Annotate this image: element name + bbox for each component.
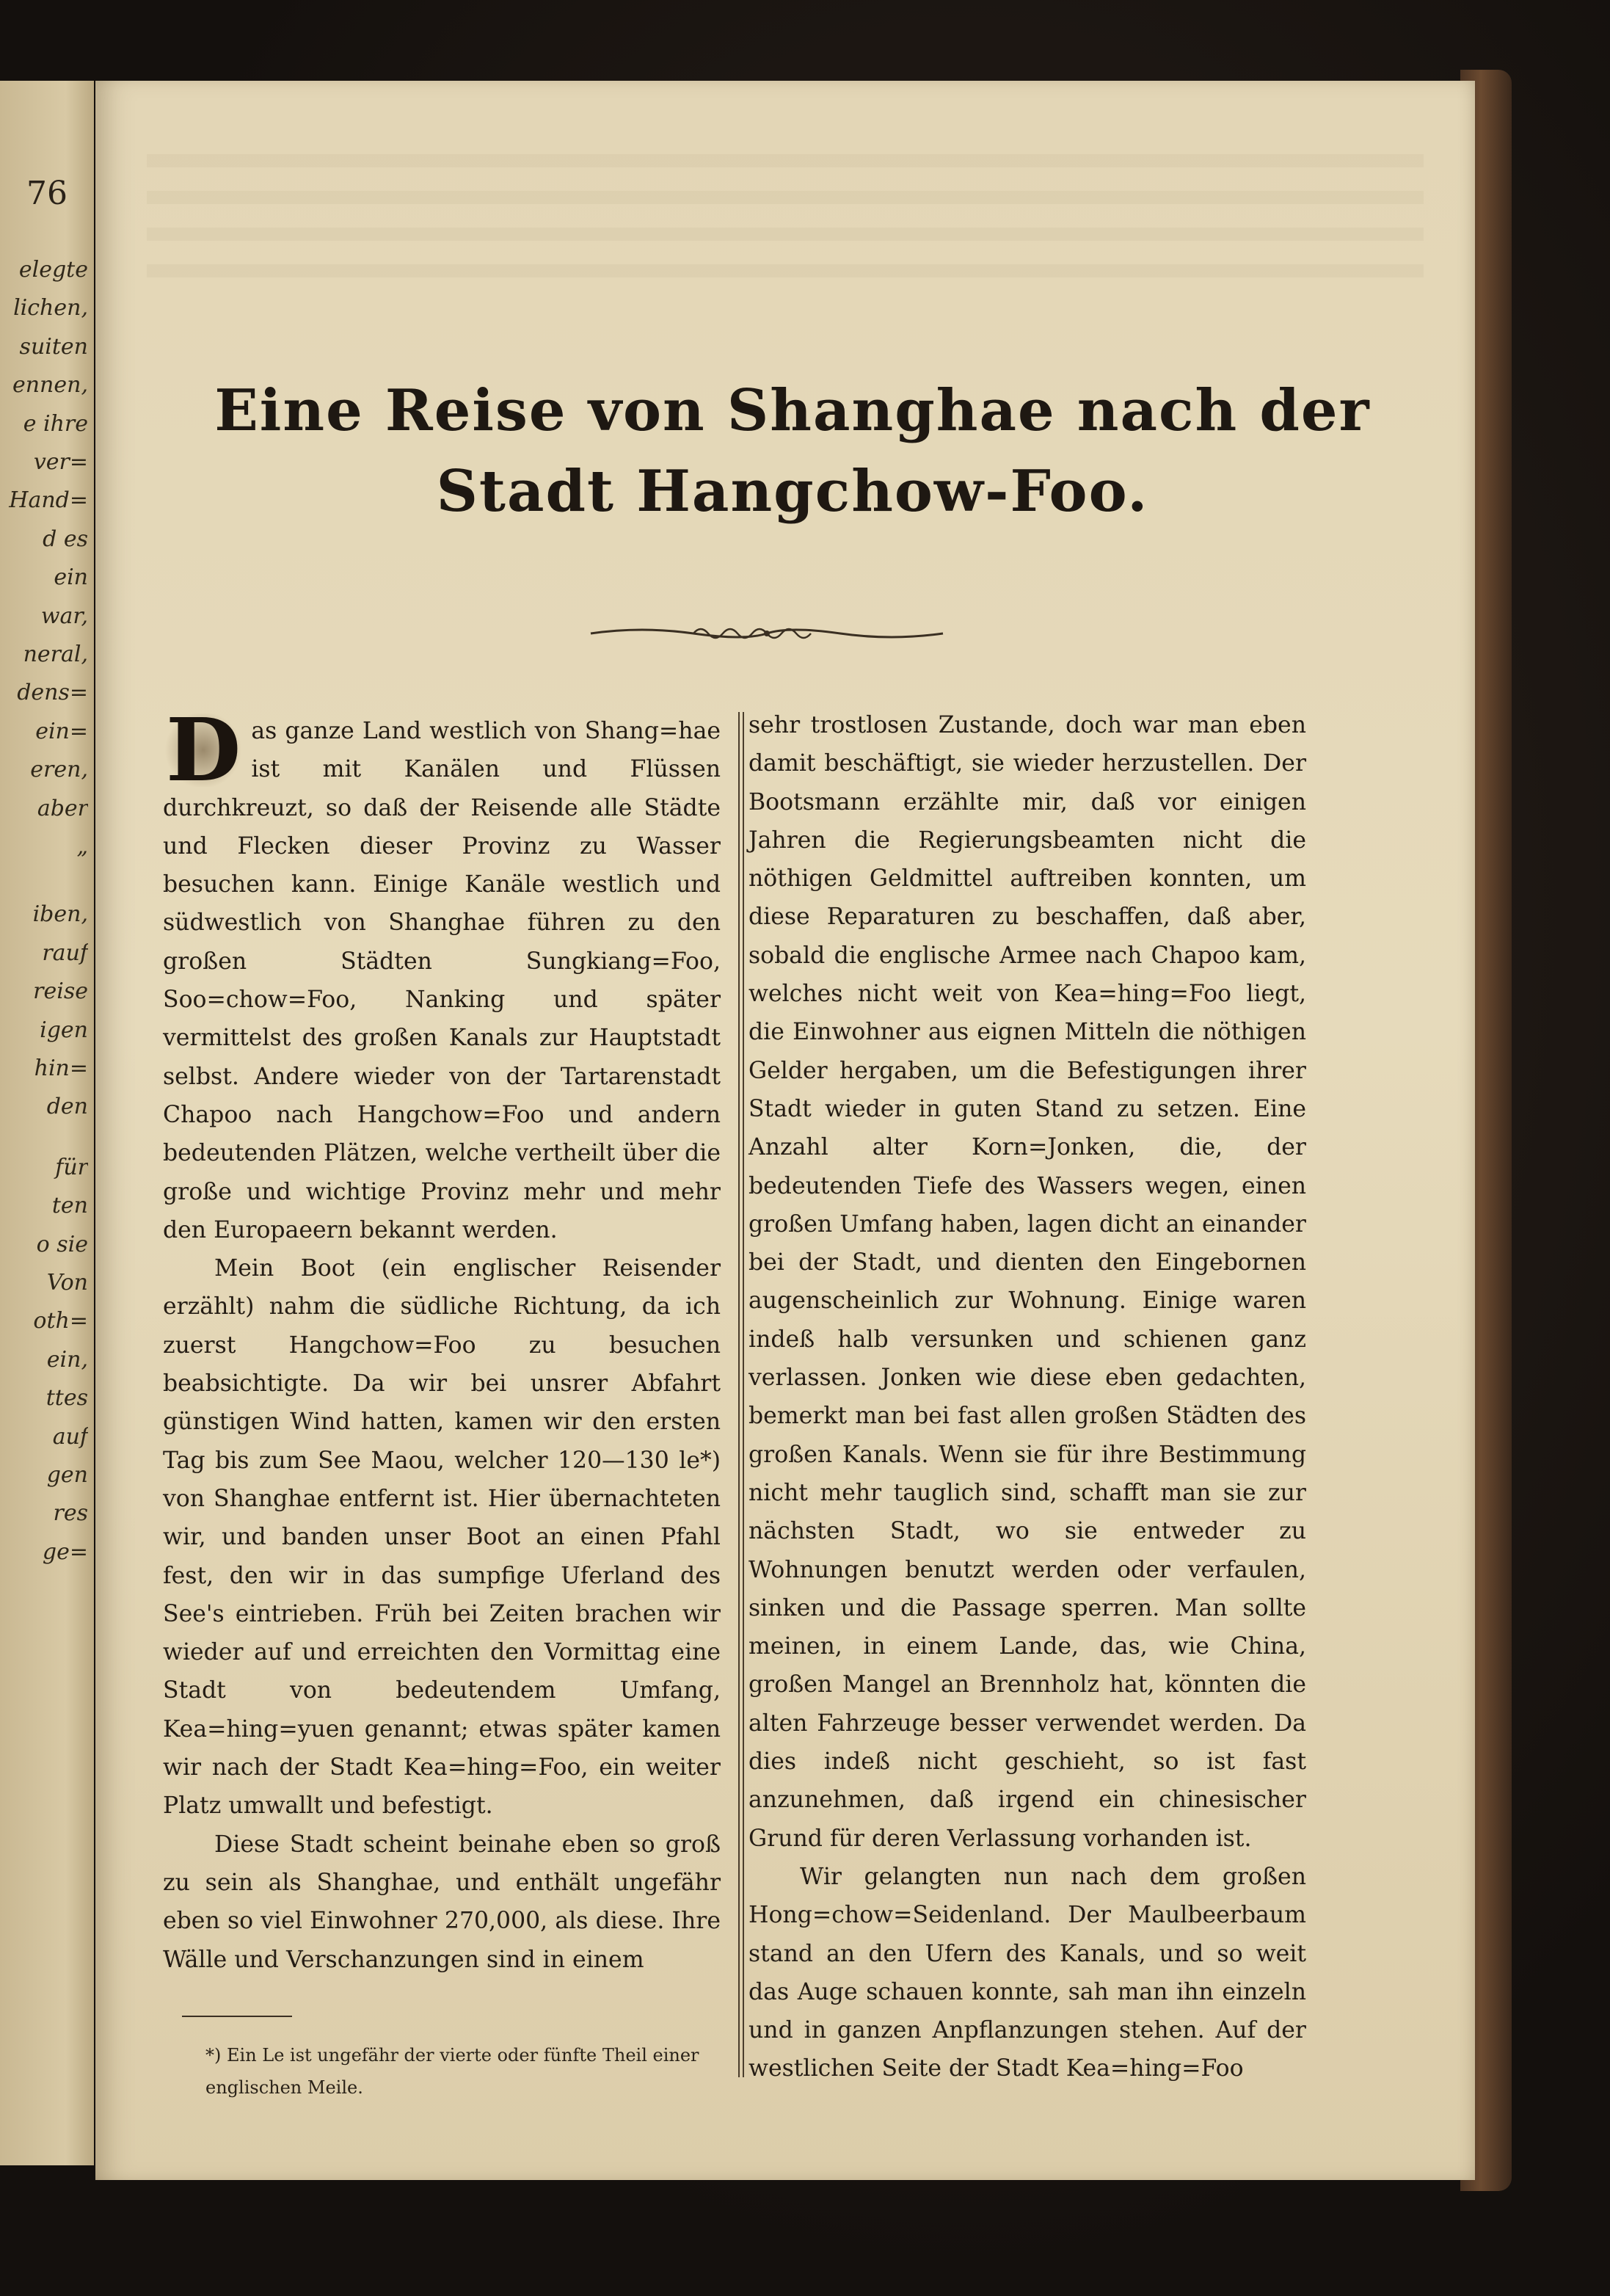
left-page-fragment: oth= (33, 1308, 88, 1334)
footnote-rule (182, 2016, 292, 2017)
left-page-fragment: lichen, (13, 295, 88, 321)
left-page-fragment: igen (40, 1017, 88, 1043)
paragraph-5: Wir gelangten nun nach dem großen Hong=chow=Seidenland. Der Maulbeerbaum stand an den Ufern des Kanals, und so weit das Auge schauen konnte, sah man ihn einzeln und in ganzen Anpflanzungen stehen. Auf der westlichen Seite der Stadt Kea=hing=Foo (748, 1863, 1306, 2082)
left-page-fragment: e ihre (23, 410, 88, 437)
footnote: *) Ein Le ist ungefähr der vierte oder fünfte Theil einer englischen Meile. (205, 2045, 699, 2098)
left-page-fragment: hin= (34, 1056, 88, 1081)
left-page-fragment: eren, (30, 757, 88, 783)
paragraph-3: Diese Stadt scheint beinahe eben so groß zu sein als Shanghae, und enthält ungefähr eben so viel Einwohner 270,000, als diese. Ihre Wälle und Verschanzungen sind in einem (163, 1831, 721, 1973)
left-page-fragment: Hand= (9, 487, 88, 514)
left-page-fragment: rauf (42, 940, 88, 966)
left-page-fragment: neral, (23, 642, 88, 667)
paragraph-1-text: as ganze Land westlich von Shang=hae ist mit Kanälen und Flüssen durchkreuzt, so daß der Reisende alle Städte und Flecken dieser Provinz zu Wasser besuchen kann. Einige Kanäle westlich und südwestlich von Shanghae führen zu den großen Städten Sungkiang=Foo, Soo=chow=Foo, Nanking und später vermittelst des großen Kanals zur Hauptstadt selbst. Andere wieder von der Tartarenstadt Chapoo nach Hangchow=Foo und andern bedeutenden Plätzen, welche vertheilt über die große und wichtige Provinz mehr und mehr den Europaeern bekannt werden. (163, 718, 721, 1243)
bleed-through-area (147, 154, 1424, 301)
left-page-fragment: für (55, 1154, 88, 1180)
left-page-fragment: ein (54, 564, 88, 591)
title-line-2: Stadt Hangchow-Foo. (436, 458, 1149, 525)
left-page-fragment: ennen, (12, 372, 88, 399)
left-page-number: 76 (26, 175, 68, 212)
left-page-fragment: suiten (19, 333, 88, 360)
left-page-fragment: d es (43, 526, 88, 552)
left-page-fragment: ten (51, 1193, 88, 1219)
left-facing-page (0, 81, 94, 2165)
drop-cap: D (163, 713, 244, 787)
left-page-fragment: elegte (18, 257, 88, 283)
article-title (198, 371, 1387, 532)
left-column (163, 699, 721, 1979)
left-page-fragment: Von (46, 1270, 88, 1296)
left-page-fragment: gen (46, 1462, 88, 1488)
title-ornament-icon (583, 620, 950, 647)
column-divider (738, 712, 740, 2077)
left-page-fragment: ver= (33, 449, 88, 475)
left-page-fragment: dens= (17, 680, 88, 706)
paragraph-2: Mein Boot (ein englischer Reisender erzählt) nahm die südliche Richtung, da ich zuerst Hangchow=Foo zu besuchen beabsichtigte. Da wir bei unsrer Abfahrt günstigen Wind hatten, kamen wir den ersten Tag bis zum See Maou, welcher 120—130 le*) von Shanghae entfernt ist. Hier übernachteten wir, und banden unser Boot an einen Pfahl fest, den wir in das sumpfige Uferland des See's eintrieben. Früh bei Zeiten brachen wir wieder auf und erreichten den Vormittag eine Stadt von bedeutendem Umfang, Kea=hing=yuen genannt; etwas später kamen wir nach der Stadt Kea=hing=Foo, ein weiter Platz umwallt und befestigt. (163, 1255, 721, 1820)
left-page-fragment: reise (33, 978, 88, 1005)
paragraph-4: sehr trostlosen Zustande, doch war man eben damit beschäftigt, sie wieder herzustellen. Der Bootsmann erzählte mir, daß vor einigen Jahren die Regierungsbeamten nicht die nöthigen Geldmittel auftreiben konnten, um diese Reparaturen zu beschaffen, daß aber, sobald die englische Armee nach Chapoo kam, welches nicht weit von Kea=hing=Foo liegt, die Einwohner aus eignen Mitteln die nöthigen Gelder hergaben, um die Befestigungen ihrer Stadt wieder in guten Stand zu setzen. Eine Anzahl alter Korn=Jonken, die, der bedeutenden Tiefe des Wassers wegen, einen großen Umfang haben, lagen dicht an einander bei der Stadt, und dienten den Eingebornen augenscheinlich zur Wohnung. Einige waren indeß halb versunken und schienen ganz verlassen. Jonken wie diese eben gedachten, bemerkt man bei fast allen großen Städten des großen Kanals. Wenn sie für ihre Bestimmung nicht mehr tauglich sind, schafft man sie zur nächsten Stadt, wo sie entweder zu Wohnungen benutzt werden oder verfaulen, sinken und die Passage sperren. Man sollte meinen, in einem Lande, das, wie China, großen Mangel an Brennholz hat, könnten die alten Fahrzeuge besser verwendet werden. Da dies indeß nicht geschieht, so ist fast anzunehmen, daß irgend ein chinesischer Grund für deren Verlassung vorhanden ist. (748, 712, 1306, 1852)
left-page-fragment: aber (37, 795, 88, 821)
book-page (95, 81, 1475, 2180)
left-page-fragment: res (53, 1500, 88, 1527)
left-page-fragment: ttes (45, 1385, 88, 1412)
left-page-fragment: „ (76, 834, 88, 860)
left-page-fragment: auf (52, 1423, 88, 1450)
left-page-fragment: ge= (42, 1538, 88, 1565)
title-line-1: Eine Reise von Shanghae nach der (214, 377, 1371, 444)
left-page-fragment: den (46, 1094, 88, 1120)
left-page-fragment: war, (40, 603, 88, 629)
left-page-fragment: iben, (32, 901, 88, 928)
paragraph-1 (163, 699, 721, 1249)
right-column (748, 706, 1306, 2088)
left-page-fragment: ein, (46, 1346, 88, 1373)
left-page-fragment: o sie (36, 1231, 88, 1257)
left-page-fragment: ein= (35, 718, 88, 744)
